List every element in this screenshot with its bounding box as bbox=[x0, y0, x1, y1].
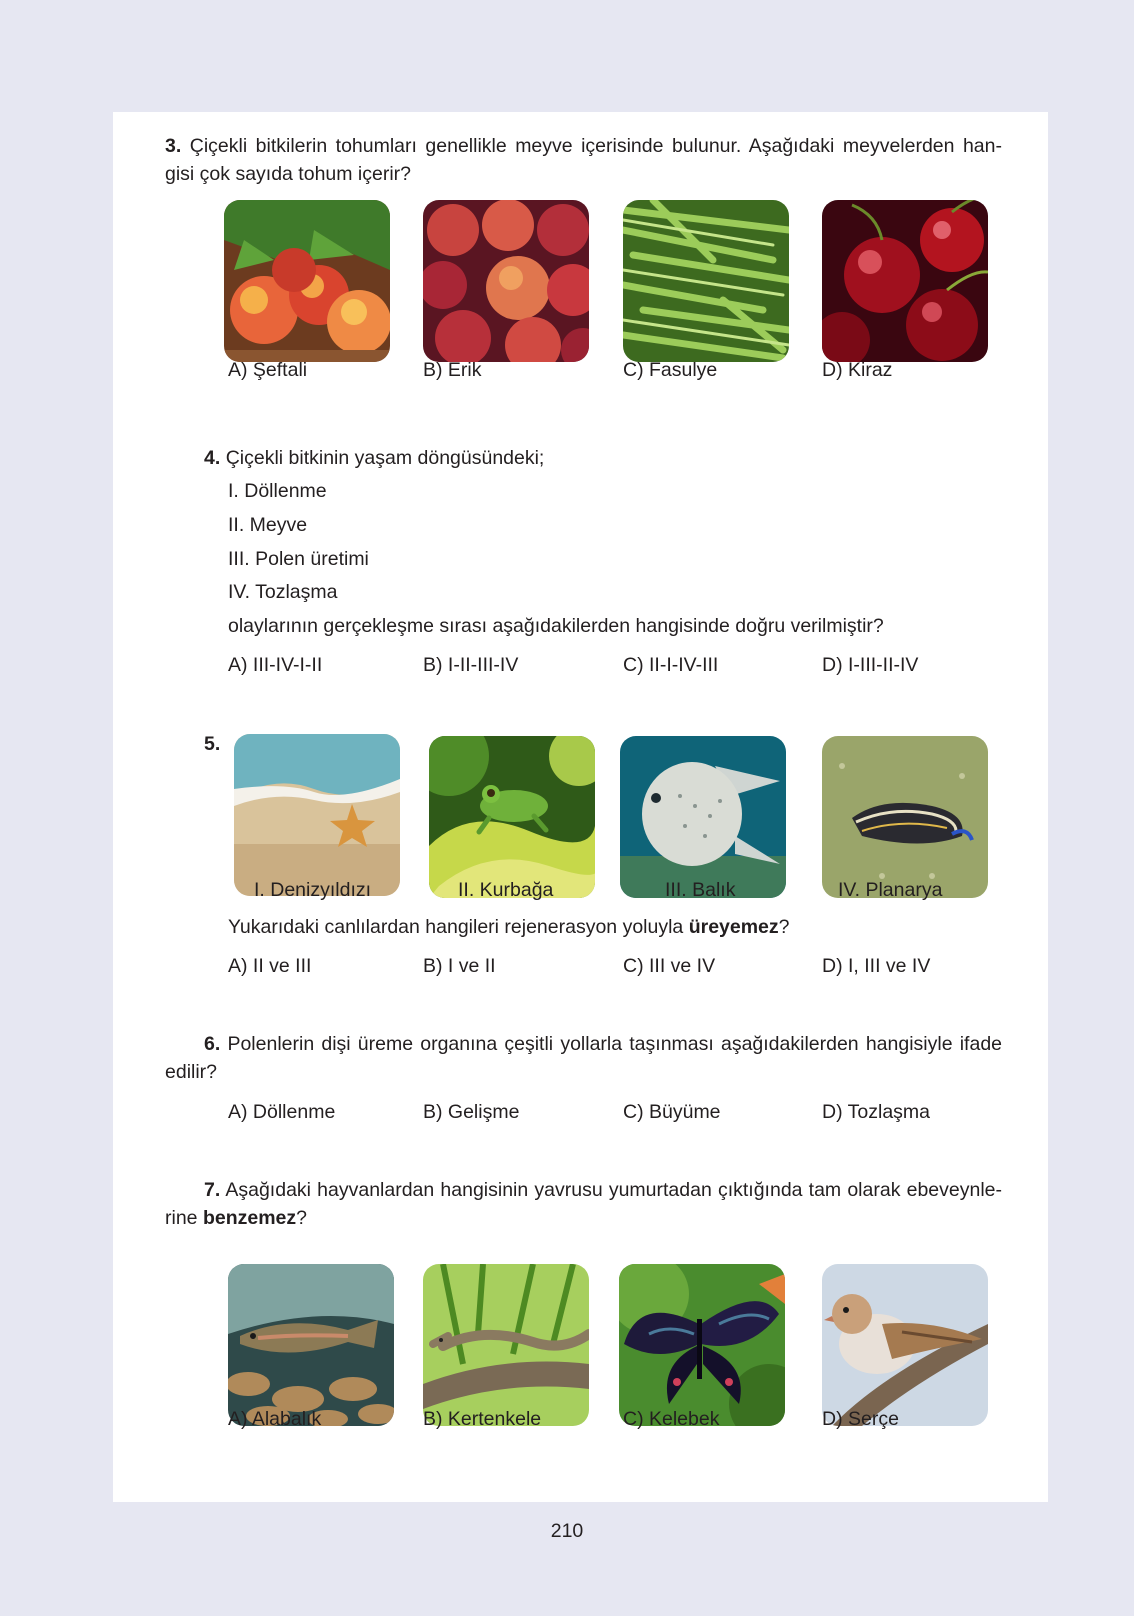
q3-line1: 3. Çiçekli bitkilerin tohumları genellikle meyve içerisinde bulunur. Aşağıdaki meyvelerden han- bbox=[165, 135, 1002, 157]
q6-option-b[interactable]: B) Gelişme bbox=[423, 1101, 520, 1123]
q5-option-d[interactable]: D) I, III ve IV bbox=[822, 955, 931, 977]
starfish-image bbox=[234, 734, 400, 896]
fish-image bbox=[620, 736, 786, 898]
peach-image bbox=[224, 200, 390, 362]
q6-line1: 6. Polenlerin dişi üreme organına çeşitli yollarla taşınması aşağıdakilerden hangisiyle ifade bbox=[204, 1033, 1003, 1055]
cherry-image bbox=[822, 200, 988, 362]
q6-option-a[interactable]: A) Döllenme bbox=[228, 1101, 336, 1123]
butterfly-image bbox=[619, 1264, 785, 1426]
q7-option-c[interactable]: C) Kelebek bbox=[623, 1408, 720, 1430]
trout-image bbox=[228, 1264, 394, 1426]
green-bean-image bbox=[623, 200, 789, 362]
q5-caption-1: I. Denizyıldızı bbox=[254, 879, 372, 901]
q5-option-a[interactable]: A) II ve III bbox=[228, 955, 312, 977]
q7-option-a[interactable]: A) Alabalık bbox=[228, 1408, 322, 1430]
q6-line2: edilir? bbox=[165, 1061, 218, 1083]
q4-item-1: I. Döllenme bbox=[228, 480, 327, 502]
q4-option-b[interactable]: B) I-II-III-IV bbox=[423, 654, 519, 676]
q5-caption-4: IV. Planarya bbox=[838, 879, 943, 901]
page-number: 210 bbox=[550, 1520, 584, 1542]
q4-option-a[interactable]: A) III-IV-I-II bbox=[228, 654, 323, 676]
q3-option-b[interactable]: B) Erik bbox=[423, 359, 482, 381]
planaria-image bbox=[822, 736, 988, 898]
q4-option-d[interactable]: D) I-III-II-IV bbox=[822, 654, 919, 676]
page bbox=[113, 112, 1048, 1502]
q4-question: olaylarının gerçekleşme sırası aşağıdakilerden hangisinde doğru verilmiştir? bbox=[228, 615, 884, 637]
lizard-image bbox=[423, 1264, 589, 1426]
q5-caption-3: III. Balık bbox=[665, 879, 736, 901]
q3-option-c[interactable]: C) Fasulye bbox=[623, 359, 718, 381]
q7-option-b[interactable]: B) Kertenkele bbox=[423, 1408, 542, 1430]
q5-option-c[interactable]: C) III ve IV bbox=[623, 955, 716, 977]
q3-option-d[interactable]: D) Kiraz bbox=[822, 359, 893, 381]
q6-option-d[interactable]: D) Tozlaşma bbox=[822, 1101, 931, 1123]
q5-number: 5. bbox=[204, 733, 221, 755]
q7-line1: 7. Aşağıdaki hayvanlardan hangisinin yavrusu yumurtadan çıktığında tam olarak ebeveynle- bbox=[204, 1179, 1003, 1201]
q7-option-d[interactable]: D) Serçe bbox=[822, 1408, 899, 1430]
q5-caption-2: II. Kurbağa bbox=[458, 879, 554, 901]
q4-item-3: III. Polen üretimi bbox=[228, 548, 369, 570]
frog-image bbox=[429, 736, 595, 898]
sparrow-image bbox=[822, 1264, 988, 1426]
q5-question: Yukarıdaki canlılardan hangileri rejenerasyon yoluyla üreyemez? bbox=[228, 916, 790, 938]
q4-option-c[interactable]: C) II-I-IV-III bbox=[623, 654, 719, 676]
plum-image bbox=[423, 200, 589, 362]
q7-line2: rine benzemez? bbox=[165, 1207, 307, 1229]
q4-intro: 4. Çiçekli bitkinin yaşam döngüsündeki; bbox=[204, 447, 545, 469]
q4-item-4: IV. Tozlaşma bbox=[228, 581, 338, 603]
q6-option-c[interactable]: C) Büyüme bbox=[623, 1101, 721, 1123]
q3-option-a[interactable]: A) Şeftali bbox=[228, 359, 308, 381]
q3-line2: gisi çok sayıda tohum içerir? bbox=[165, 163, 412, 185]
q4-item-2: II. Meyve bbox=[228, 514, 308, 536]
q5-option-b[interactable]: B) I ve II bbox=[423, 955, 496, 977]
